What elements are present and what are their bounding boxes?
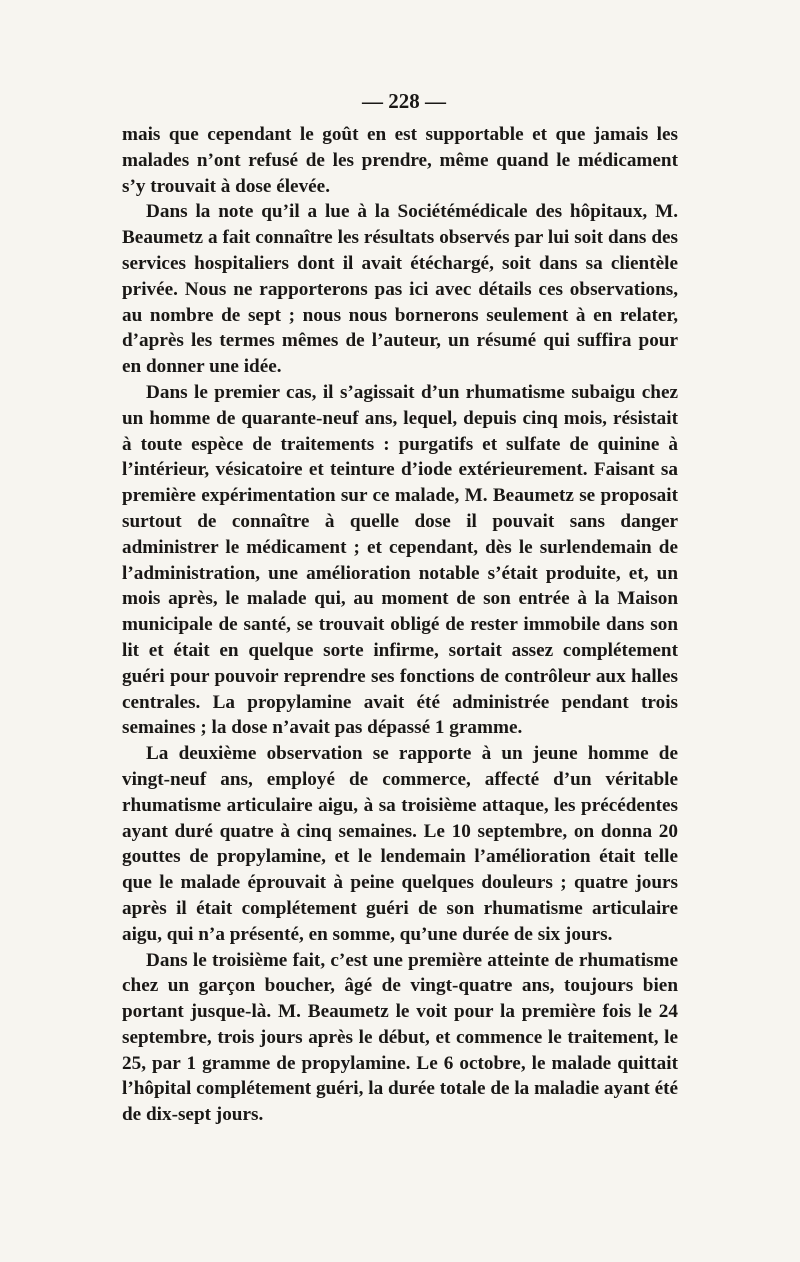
paragraph-3: Dans le premier cas, il s’agissait d’un rhumatisme subaigu chez un homme de quarante-neuf ans, lequel, depuis cinq mois, résistait à toute espèce de traitements : purgatifs et sulfate de quinine à l’intérieur, vésicatoire et teinture d’iode extérieurement. Faisant sa première expérimentation sur ce malade, M. Beaumetz se proposait surtout de connaître à quelle dose il pouvait sans danger administrer le médicament ; et cependant, dès le surlendemain de l’administration, une amélioration notable s’était produite, et, un mois après, le malade qui, au moment de son entrée à la Maison municipale de santé, se trouvait obligé de rester immobile dans son lit et était en quelque sorte infirme, sortait assez complétement guéri pour pouvoir reprendre ses fonctions de contrôleur aux halles centrales. La propylamine avait été administrée pendant trois semaines ; la dose n’avait pas dépassé 1 gramme. <box>122 381 678 739</box>
paragraph-1: mais que cependant le goût en est supportable et que jamais les malades n’ont refusé de les prendre, même quand le médicament s’y trouvait à dose élevée. <box>122 124 678 197</box>
document-page <box>122 88 678 1128</box>
paragraph-4: La deuxième observation se rapporte à un jeune homme de vingt-neuf ans, employé de commerce, affecté d’un véritable rhumatisme articulaire aigu, à sa troisième attaque, les précédentes ayant duré quatre à cinq semaines. Le 10 septembre, on donna 20 gouttes de propylamine, et le lendemain l’amélioration était telle que le malade éprouvait à peine quelques douleurs ; quatre jours après il était complétement guéri de son rhumatisme articulaire aigu, qui n’a présenté, en somme, qu’une durée de six jours. <box>122 743 678 945</box>
page-number: — 228 — <box>362 89 446 113</box>
paragraph-2: Dans la note qu’il a lue à la Sociétémédicale des hôpitaux, M. Beaumetz a fait connaître les résultats observés par lui soit dans des services hospitaliers dont il avait étéchargé, soit dans sa clientèle privée. Nous ne rapporterons pas ici avec détails ces observations, au nombre de sept ; nous nous bornerons seulement à en relater, d’après les termes mêmes de l’auteur, un résumé qui suffira pour en donner une idée. <box>122 201 678 378</box>
paragraph-5: Dans le troisième fait, c’est une première atteinte de rhumatisme chez un garçon boucher, âgé de vingt-quatre ans, toujours bien portant jusque-là. M. Beaumetz le voit pour la première fois le 24 septembre, trois jours après le début, et commence le traitement, le 25, par 1 gramme de propylamine. Le 6 octobre, le malade quittait l’hôpital complétement guéri, la durée totale de la maladie ayant été de dix-sept jours. <box>122 949 678 1126</box>
